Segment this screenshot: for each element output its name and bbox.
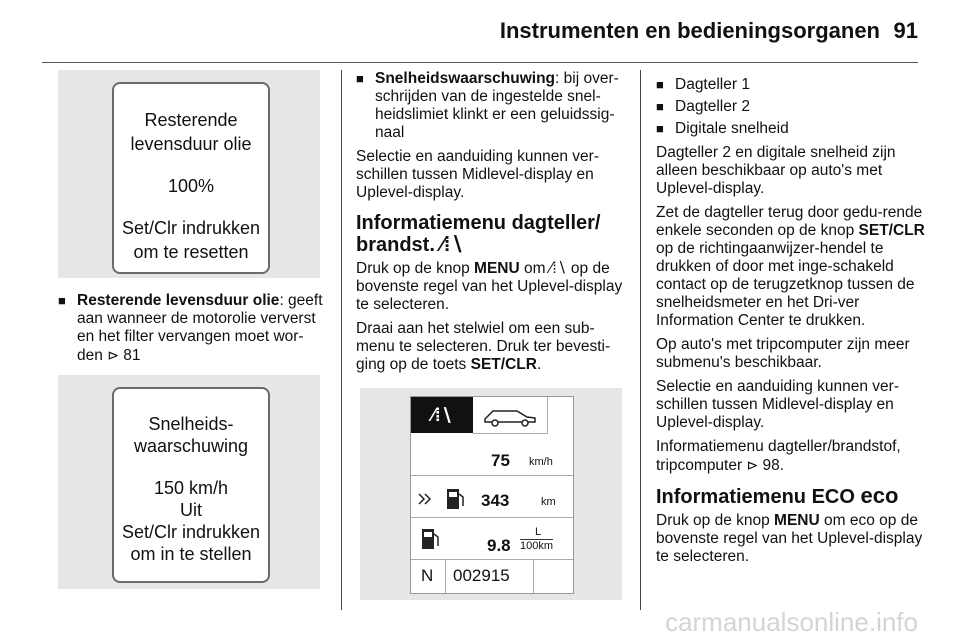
oil-life-display-figure	[58, 70, 320, 278]
odo-divider	[533, 560, 534, 593]
list-item: ■ Dagteller 1	[656, 76, 926, 94]
column-divider	[341, 70, 342, 610]
car-tab	[473, 397, 548, 434]
screen-line: Resterende	[144, 110, 238, 130]
text: om	[819, 512, 850, 529]
text: Informatiemenu dagteller/brandstof, tripcomputer	[656, 438, 901, 474]
trip-fuel-tab-icon: ⁄⁞∖	[411, 397, 473, 433]
header-rule	[42, 62, 918, 63]
page-ref: 81	[123, 347, 141, 364]
text: om	[519, 260, 550, 277]
speed-value: 75	[491, 451, 510, 470]
list-item: ■ Dagteller 2	[656, 98, 926, 116]
page-ref-icon: ⊳	[107, 347, 119, 363]
page-number: 91	[893, 18, 918, 43]
list-item	[58, 292, 328, 365]
list-item: ■ Digitale snelheid	[656, 120, 926, 138]
column-divider	[640, 70, 641, 610]
text: Druk op de knop	[356, 260, 475, 277]
speed-unit: km/h	[529, 456, 553, 468]
consumption-unit-bottom: 100km	[520, 540, 554, 552]
section-heading	[656, 485, 926, 508]
paragraph: Selectie en aanduiding kunnen ver-schillen tussen Midlevel-display en Uplevel-display.	[356, 148, 600, 201]
paragraph: Dagteller 2 en digitale snelheid zijn alleen beschikbaar op auto's met Uplevel-display.	[656, 144, 896, 197]
text: Zet de dagteller terug door gedu-rende enkele seconden op de knop	[656, 204, 923, 239]
odometer-value: 002915	[453, 566, 510, 585]
page-header	[0, 0, 960, 62]
consumption-row	[411, 517, 573, 560]
page-ref: 98.	[762, 457, 785, 474]
text: op de bovenste regel van het Uplevel-display te selecteren.	[356, 260, 623, 313]
screen-line: Snelheids-	[148, 414, 234, 434]
range-fuel-icon	[417, 486, 477, 512]
screen-line: waarschuwing	[133, 436, 249, 456]
heading-text: Informatiemenu ECO	[656, 486, 855, 508]
trip-fuel-icon: ⁄⁞∖	[440, 234, 464, 256]
screen-line: 150 km/h	[153, 478, 229, 498]
paragraph	[656, 438, 926, 475]
oil-life-screen	[112, 82, 270, 274]
screen-line: Uit	[180, 500, 202, 520]
watermark: carmanualsonline.info	[665, 607, 918, 637]
page-title: Instrumenten en bedieningsorganen	[499, 18, 880, 43]
eco-icon: eco	[860, 483, 899, 508]
eco-icon: eco	[849, 512, 875, 529]
screen-line: 100%	[167, 176, 215, 196]
page-ref-icon: ⊳	[746, 457, 759, 473]
odo-divider	[445, 560, 446, 593]
column-3	[656, 70, 926, 572]
set-clr-key: SET/CLR	[858, 222, 925, 239]
column-1	[58, 70, 328, 589]
consumption-value: 9.8	[487, 536, 511, 555]
paragraph: Op auto's met tripcomputer zijn meer submenu's beschikbaar.	[656, 336, 910, 371]
car-icon	[473, 397, 547, 433]
text: op de bovenste regel van het Uplevel-display te selecteren.	[656, 512, 923, 565]
screen-line: om te resetten	[133, 242, 249, 262]
screen-line: Set/Clr indrukken	[121, 522, 261, 542]
screen-line: om in te stellen	[130, 544, 252, 564]
set-clr-key: SET/CLR	[470, 356, 537, 373]
paragraph	[356, 260, 626, 314]
consumption-unit-top: L	[535, 526, 542, 538]
item-term: Resterende levensduur olie	[77, 292, 280, 309]
paragraph: Selectie en aanduiding kunnen ver-schillen tussen Midlevel-display en Uplevel-display.	[656, 378, 900, 431]
list-item	[356, 70, 626, 142]
screen-line: levensduur olie	[130, 134, 252, 154]
trip-display-screen	[410, 396, 574, 594]
menu-key: MENU	[774, 512, 820, 529]
odometer-row	[411, 559, 573, 593]
menu-key: MENU	[474, 260, 520, 277]
paragraph	[656, 512, 926, 566]
item-term: Snelheidswaarschuwing	[375, 70, 556, 87]
fuel-pump-icon	[419, 526, 443, 552]
text: Druk op de knop	[656, 512, 775, 529]
screen-line: Set/Clr indrukken	[121, 218, 261, 238]
gear-indicator: N	[421, 566, 434, 585]
speed-warning-screen	[112, 387, 270, 583]
speed-row	[411, 433, 573, 475]
text: Draai aan het stelwiel om een sub-menu te selecteren. Druk ter bevesti-ging op de toets	[356, 320, 611, 373]
section-heading	[356, 212, 626, 256]
paragraph	[356, 320, 626, 374]
range-unit: km	[541, 496, 556, 508]
item-text: : bij over-schrijden van de ingestelde snel-heidslimiet klinkt er een geluidssig-naal	[375, 70, 619, 141]
trip-fuel-icon: ⁄⁞∖	[549, 260, 567, 277]
speed-warning-display-figure	[58, 375, 320, 589]
paragraph	[656, 204, 926, 330]
heading-text: Informatiemenu dagteller/ brandst.	[356, 212, 601, 256]
range-value: 343	[481, 491, 510, 510]
item-text: : geeft aan wanneer de motorolie ververst en het filter vervangen moet wor-den	[77, 292, 323, 364]
text: op de richtingaanwijzer-hendel te drukken of door met inge-schakeld contact op de terugzetknop tussen de snelheidsmeter en het Dri-ver Information Center te drukken.	[656, 240, 915, 329]
column-2	[356, 70, 626, 380]
text: .	[536, 356, 542, 373]
range-row	[411, 475, 573, 518]
